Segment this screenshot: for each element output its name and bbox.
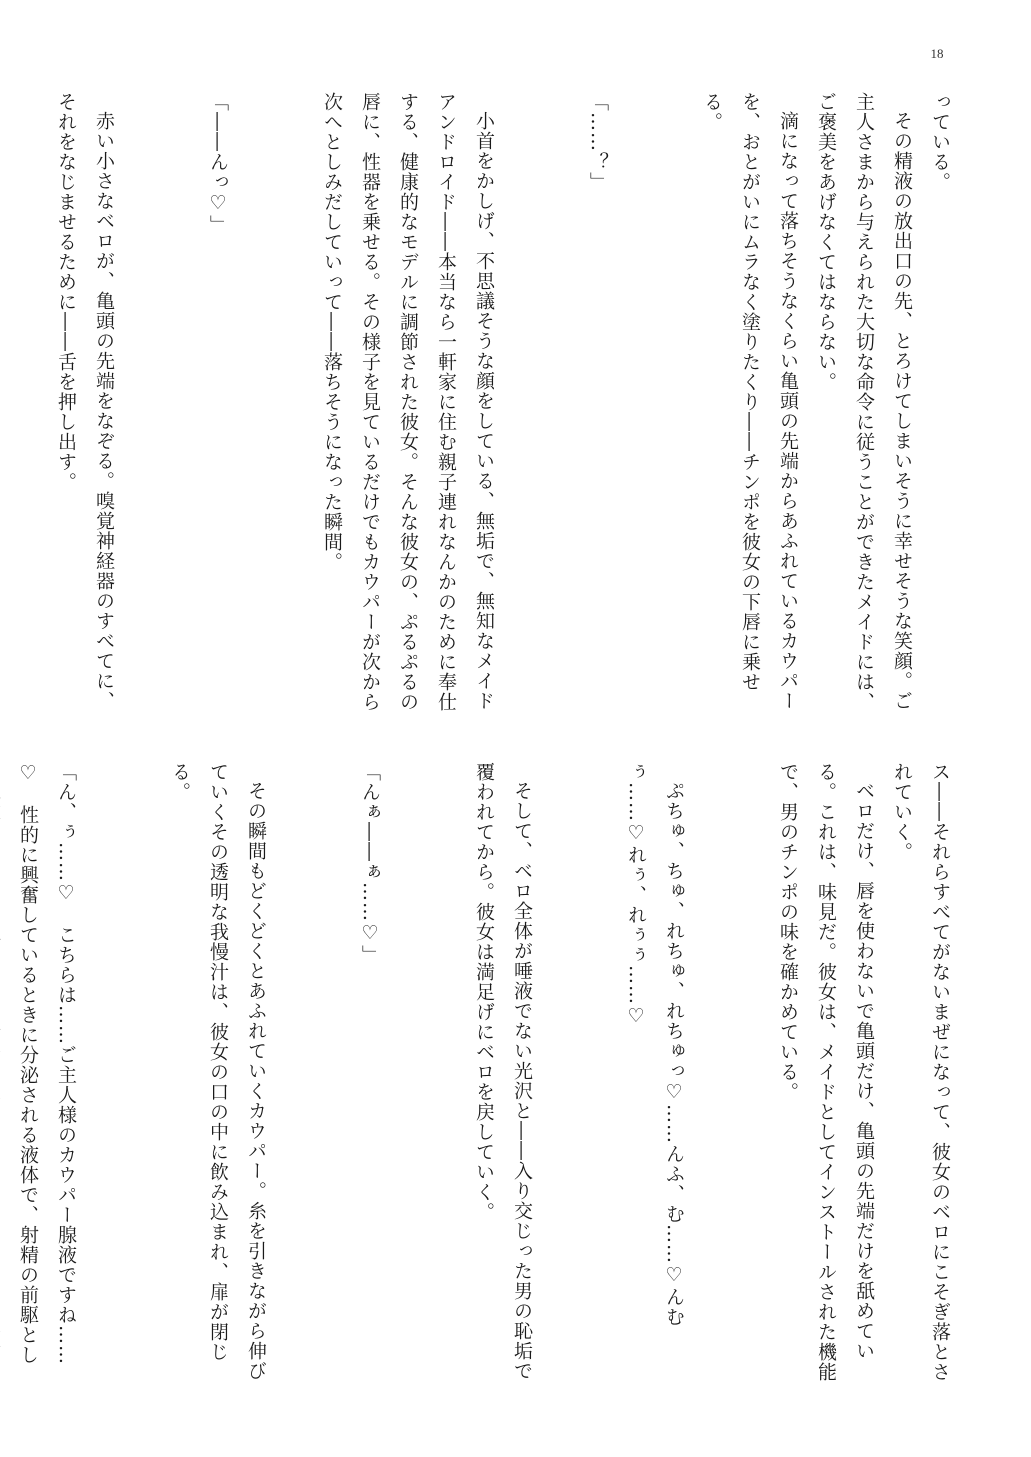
body-paragraph: っている。 — [929, 92, 951, 192]
body-paragraph: 「ん、ぅ……♡ こちらは……ご主人様のカウパー腺液ですね……♡ 性的に興奮しているときに分泌される液体で、射精の前駆とし — [17, 762, 77, 1365]
page-number: 18 — [930, 46, 944, 61]
paragraph-spacer — [256, 92, 294, 712]
paragraph-spacer — [0, 92, 28, 712]
body-paragraph: 「んぁ――ぁ……♡」 — [359, 762, 381, 965]
paragraph-spacer — [636, 92, 674, 712]
body-paragraph: そして、ベロ全体が唾液でない光沢と――入り交じった男の恥垢で覆われてから。彼女は満足げにベロを戻していく。 — [473, 762, 533, 1381]
paragraph-spacer — [142, 92, 180, 712]
body-paragraph: ベロだけ、唇を使わないで亀頭だけ、亀頭の先端だけを舐めている。これは、味見だ。彼女は、メイドとしてインストールされた機能で、男のチンポの味を確かめている。 — [777, 762, 875, 1382]
paragraph-spacer — [522, 92, 560, 712]
upper-text-column-block — [55, 92, 959, 712]
body-paragraph: 小首をかしげ、不思議そうな顔をしている、無垢で、無知なメイドアンドロイド――本当なら一軒家に住む親子連れなんかのために奉仕する、健康的なモデルに調節された彼女。そんな彼女の、ぷるぷるの唇に、性器を乗せる。その様子を見ているだけでもカウパーが次から次へとしみだしていって――落ちそうになった瞬間。 — [321, 92, 495, 712]
body-paragraph: その精液の放出口の先、とろけてしまいそうに幸せそうな笑顔。ご主人さまから与えられた大切な命令に従うことができたメイドには、ご褒美をあげなくてはならない。 — [815, 92, 913, 712]
lower-text-column-block — [17, 762, 959, 1382]
paragraph-spacer — [104, 762, 142, 1382]
body-paragraph: 赤い小さなベロが、亀頭の先端をなぞる。嗅覚神経器のすべてに、それをなじませるために――舌を押し出す。 — [55, 92, 115, 711]
body-paragraph: その瞬間もどくどくとあふれていくカウパー。糸を引きながら伸びていくその透明な我慢汁は、彼女の口の中に飲み込まれ、扉が閉じる。 — [169, 762, 267, 1381]
paragraph-spacer — [712, 762, 750, 1382]
body-paragraph: 「……？」 — [587, 92, 609, 192]
paragraph-spacer — [408, 762, 446, 1382]
body-paragraph: 滴になって落ちそうなくらい亀頭の先端からあふれているカウパーを、おとがいにムラなく塗りたくり――チンポを彼女の下唇に乗せる。 — [701, 92, 799, 711]
body-paragraph: ぷちゅ、ちゅ、れちゅ、れちゅっ♡……んふ、む……♡んむぅ……♡れぅ、れぅぅ……♡ — [625, 762, 685, 1327]
paragraph-spacer — [294, 762, 332, 1382]
body-paragraph: 「――んっ♡」 — [207, 92, 229, 235]
body-paragraph: ス――それらすべてがないまぜになって、彼女のベロにこそぎ落とされていく。 — [891, 762, 951, 1382]
paragraph-spacer — [560, 762, 598, 1382]
